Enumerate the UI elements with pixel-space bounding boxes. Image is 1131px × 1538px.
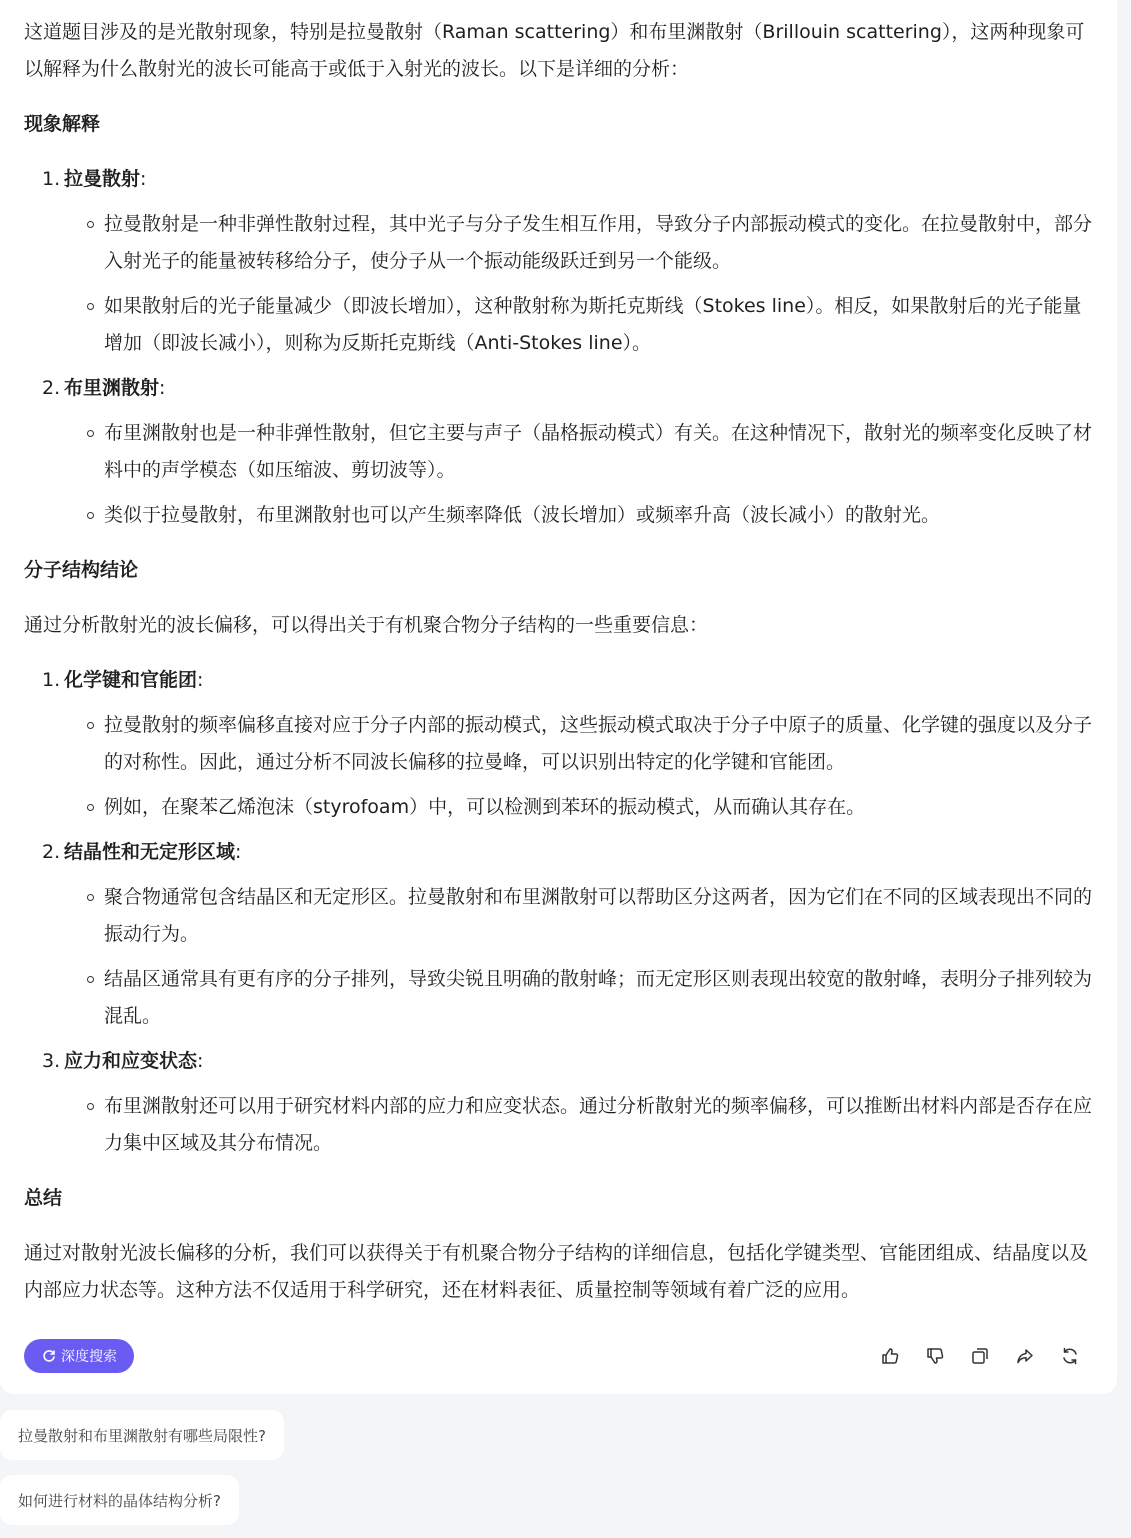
bullet-item: 聚合物通常包含结晶区和无定形区。拉曼散射和布里渊散射可以帮助区分这两者，因为它们在不同的区域表现出不同的振动行为。 bbox=[24, 879, 1092, 953]
section-paragraph: 通过分析散射光的波长偏移，可以得出关于有机聚合物分子结构的一些重要信息： bbox=[24, 614, 709, 636]
item-heading: 结晶性和无定形区域 bbox=[64, 841, 236, 863]
section-title: 分子结构结论 bbox=[24, 559, 139, 581]
bullet-item: 拉曼散射的频率偏移直接对应于分子内部的振动模式，这些振动模式取决于分子中原子的质量、化学键的强度以及分子的对称性。因此，通过分析不同波长偏移的拉曼峰，可以识别出特定的化学键和官能团。 bbox=[24, 707, 1092, 781]
answer-toolbar bbox=[24, 1339, 1092, 1373]
item-heading: 布里渊散射 bbox=[64, 377, 160, 399]
answer-intro: 这道题目涉及的是光散射现象，特别是拉曼散射（Raman scattering）和布里渊散射（Brillouin scattering），这两种现象可以解释为什么散射光的波长可能高于或低于入射光的波长。以下是详细的分析： bbox=[24, 21, 1085, 80]
item-number: 1. bbox=[42, 669, 61, 691]
bullet-item: 布里渊散射还可以用于研究材料内部的应力和应变状态。通过分析散射光的频率偏移，可以推断出材料内部是否存在应力集中区域及其分布情况。 bbox=[24, 1088, 1092, 1162]
section-paragraph: 通过对散射光波长偏移的分析，我们可以获得关于有机聚合物分子结构的详细信息，包括化学键类型、官能团组成、结晶度以及内部应力状态等。这种方法不仅适用于科学研究，还在材料表征、质量控制等领域有着广泛的应用。 bbox=[24, 1242, 1089, 1301]
item-heading: 拉曼散射 bbox=[64, 168, 141, 190]
item-number: 2. bbox=[42, 841, 61, 863]
item-heading: 应力和应变状态 bbox=[64, 1050, 198, 1072]
deep-search-button[interactable] bbox=[24, 1339, 134, 1373]
item-heading: 化学键和官能团 bbox=[64, 669, 198, 691]
bullet-item: 例如，在聚苯乙烯泡沫（styrofoam）中，可以检测到苯环的振动模式，从而确认其存在。 bbox=[24, 789, 1092, 826]
list-item: 1. 拉曼散射: 拉曼散射是一种非弹性散射过程，其中光子与分子发生相互作用，导致分子内部振动模式的变化。在拉曼散射中，部分入射光子的能量被转移给分子，使分子从一个振动能级跃迁到另一个能级。 如果散射后的光子能量减少（即波长增加），这种散射称为斯托克斯线（Stokes line）。相反，如果散射后的光子能量增加（即波长减小），则称为反斯托克斯线（Anti-Stokes line）。 bbox=[24, 161, 1092, 362]
action-icons bbox=[880, 1342, 1080, 1370]
regenerate-icon[interactable] bbox=[1060, 1342, 1080, 1370]
bullet-list bbox=[24, 707, 1092, 826]
numbered-list bbox=[24, 161, 1092, 534]
bullet-list bbox=[24, 206, 1092, 362]
bullet-item: 如果散射后的光子能量减少（即波长增加），这种散射称为斯托克斯线（Stokes line）。相反，如果散射后的光子能量增加（即波长减小），则称为反斯托克斯线（Anti-Stokes line）。 bbox=[24, 288, 1092, 362]
suggested-question[interactable]: 如何进行材料的晶体结构分析? bbox=[0, 1475, 239, 1525]
item-number: 3. bbox=[42, 1050, 61, 1072]
share-icon[interactable] bbox=[1015, 1342, 1035, 1370]
thumbs-down-icon[interactable] bbox=[925, 1342, 945, 1370]
deep-search-icon bbox=[41, 1348, 57, 1364]
answer-content bbox=[24, 14, 1092, 1327]
bullet-item: 类似于拉曼散射，布里渊散射也可以产生频率降低（波长增加）或频率升高（波长减小）的散射光。 bbox=[24, 497, 1092, 534]
bullet-list bbox=[24, 1088, 1092, 1162]
list-item: 2. 结晶性和无定形区域: 聚合物通常包含结晶区和无定形区。拉曼散射和布里渊散射可以帮助区分这两者，因为它们在不同的区域表现出不同的振动行为。 结晶区通常具有更有序的分子排列，导致尖锐且明确的散射峰；而无定形区则表现出较宽的散射峰，表明分子排列较为混乱。 bbox=[24, 834, 1092, 1035]
bullet-list bbox=[24, 879, 1092, 1035]
deep-search-label: 深度搜索 bbox=[61, 1349, 117, 1365]
list-item: 2. 布里渊散射: 布里渊散射也是一种非弹性散射，但它主要与声子（晶格振动模式）有关。在这种情况下，散射光的频率变化反映了材料中的声学模态（如压缩波、剪切波等）。 类似于拉曼散射，布里渊散射也可以产生频率降低（波长增加）或频率升高（波长减小）的散射光。 bbox=[24, 370, 1092, 534]
bullet-item: 结晶区通常具有更有序的分子排列，导致尖锐且明确的散射峰；而无定形区则表现出较宽的散射峰，表明分子排列较为混乱。 bbox=[24, 961, 1092, 1035]
section-title: 现象解释 bbox=[24, 113, 101, 135]
numbered-list bbox=[24, 662, 1092, 1162]
item-number: 2. bbox=[42, 377, 61, 399]
bullet-list bbox=[24, 415, 1092, 534]
section-title: 总结 bbox=[24, 1187, 63, 1209]
list-item: 3. 应力和应变状态: 布里渊散射还可以用于研究材料内部的应力和应变状态。通过分析散射光的频率偏移，可以推断出材料内部是否存在应力集中区域及其分布情况。 bbox=[24, 1043, 1092, 1162]
bullet-item: 拉曼散射是一种非弹性散射过程，其中光子与分子发生相互作用，导致分子内部振动模式的变化。在拉曼散射中，部分入射光子的能量被转移给分子，使分子从一个振动能级跃迁到另一个能级。 bbox=[24, 206, 1092, 280]
bullet-item: 布里渊散射也是一种非弹性散射，但它主要与声子（晶格振动模式）有关。在这种情况下，散射光的频率变化反映了材料中的声学模态（如压缩波、剪切波等）。 bbox=[24, 415, 1092, 489]
item-number: 1. bbox=[42, 168, 61, 190]
suggested-question[interactable]: 拉曼散射和布里渊散射有哪些局限性? bbox=[0, 1410, 284, 1460]
copy-icon[interactable] bbox=[970, 1342, 990, 1370]
thumbs-up-icon[interactable] bbox=[880, 1342, 900, 1370]
list-item: 1. 化学键和官能团: 拉曼散射的频率偏移直接对应于分子内部的振动模式，这些振动模式取决于分子中原子的质量、化学键的强度以及分子的对称性。因此，通过分析不同波长偏移的拉曼峰，可以识别出特定的化学键和官能团。 例如，在聚苯乙烯泡沫（styrofoam）中，可以检测到苯环的振动模式，从而确认其存在。 bbox=[24, 662, 1092, 826]
